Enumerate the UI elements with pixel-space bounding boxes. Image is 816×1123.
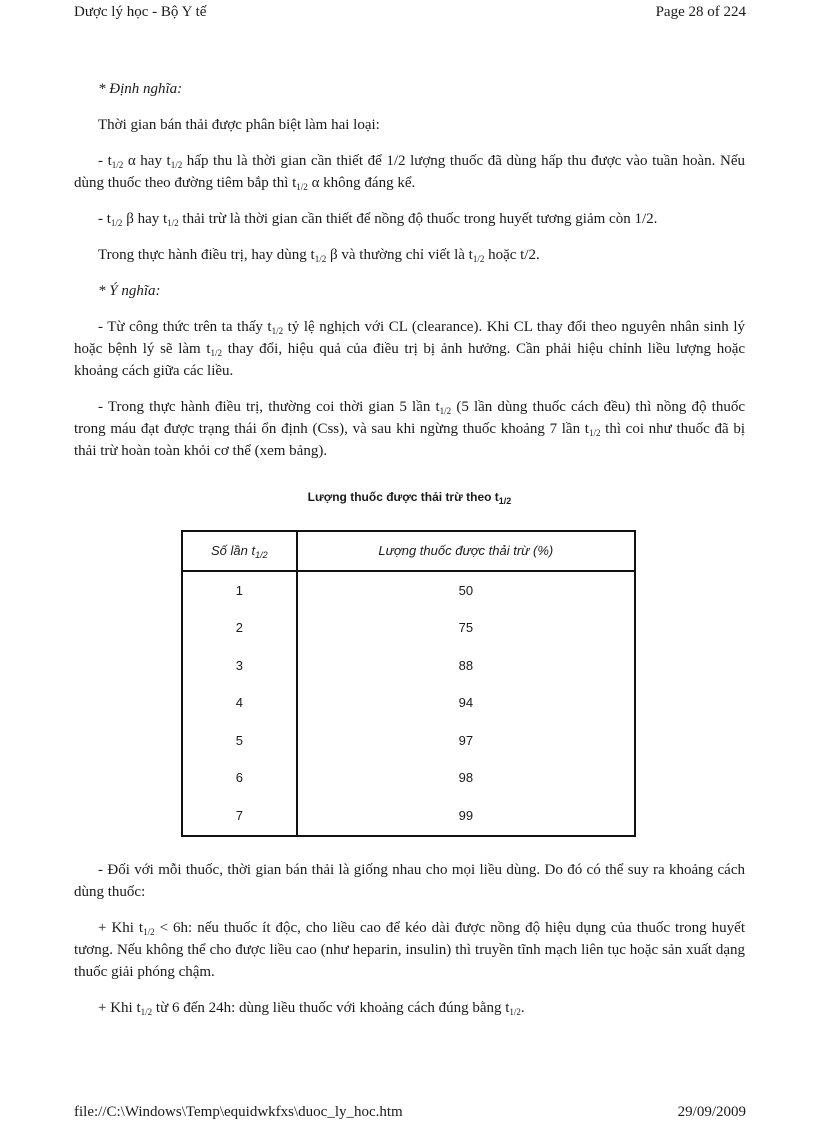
print-date: 29/09/2009 <box>677 1104 746 1120</box>
paragraph-3: - $t_{1/2}$ β hay $t_{1/2}$ thải trừ là thời gian cần thiết để nồng độ thuốc trong huyết tương giảm còn 1/2. <box>98 211 658 228</box>
table-row <box>182 610 635 648</box>
table-row <box>182 685 635 723</box>
cell-count: 6 <box>182 760 297 798</box>
table-row <box>182 760 635 798</box>
cell-percent: 75 <box>297 610 635 648</box>
table-row <box>182 571 635 610</box>
paragraph-9: + Khi $t_{1/2}$ từ 6 đến 24h: dùng liều thuốc với khoảng cách đúng bằng $t_{1/2}$. <box>98 999 525 1017</box>
cell-percent: 50 <box>297 571 635 610</box>
cell-count: 1 <box>182 571 297 610</box>
paragraph-8: + Khi $t_{1/2} < 6h$: nếu thuốc ít độc, cho liều cao để kéo dài được nồng độ hiệu dụng của thuốc trong huyết tương. Nếu không thể cho được liều cao (như heparin, insulin) thì truyền tĩnh mạch liên tục hoặc sản xuất dạng thuốc giải phóng chậm. <box>74 919 745 980</box>
cell-count: 4 <box>182 685 297 723</box>
cell-count: 7 <box>182 797 297 836</box>
cell-percent: 88 <box>297 647 635 685</box>
column-header-amount: Lượng thuốc được thải trừ (%) <box>297 531 635 571</box>
cell-count: 5 <box>182 722 297 760</box>
paragraph-1: Thời gian bán thải được phân biệt làm hai loại: <box>98 117 380 133</box>
header-title: Dược lý học - Bộ Y tế <box>74 4 207 20</box>
cell-percent: 99 <box>297 797 635 836</box>
paragraph-5: - Từ công thức trên ta thấy $t_{1/2}$ tỷ lệ nghịch với CL (clearance). Khi CL thay đổi theo nguyên nhân sinh lý hoặc bệnh lý sẽ làm $t_{1/2}$ thay đổi, hiệu quả của điều trị bị ảnh hưởng. Cần phải hiệu chỉnh liều lượng hoặc khoảng cách giữa các liều. <box>74 319 746 379</box>
paragraph-4: Trong thực hành điều trị, hay dùng $t_{1/2}$ β và thường chỉ viết là $t_{1/2}$ hoặc t/2. <box>98 247 540 264</box>
cell-count: 3 <box>182 647 297 685</box>
table-row <box>182 797 635 836</box>
elimination-table <box>181 530 636 837</box>
document-body <box>74 78 745 1033</box>
file-path: file://C:\Windows\Temp\equidwkfxs\duoc_ly_hoc.htm <box>74 1104 403 1120</box>
page-number: Page 28 of 224 <box>655 4 746 20</box>
table-caption: Lượng thuốc được thải trừ theo $t_{1/2}$ <box>307 490 512 506</box>
table-row <box>182 647 635 685</box>
column-header-count: Số lần $t_{1/2}$ <box>182 531 297 571</box>
paragraph-6: - Trong thực hành điều trị, thường coi thời gian 5 lần $t_{1/2}$ (5 lần dùng thuốc cách đều) thì nồng độ thuốc trong máu đạt được trạng thái ổn định (Css), và sau khi ngừng thuốc khoảng 7 lần $t_{1/2}$ thì coi như thuốc đã bị thải trừ hoàn toàn khỏi cơ thể (xem bảng). <box>74 399 745 459</box>
cell-percent: 98 <box>297 760 635 798</box>
paragraph-7: - Đối với mỗi thuốc, thời gian bán thải là giống nhau cho mọi liều dùng. Do đó có thể suy ra khoảng cách dùng thuốc: <box>74 861 745 900</box>
meaning-heading: * Ý nghĩa: <box>98 283 161 299</box>
table-header-row <box>182 531 635 571</box>
cell-percent: 94 <box>297 685 635 723</box>
cell-count: 2 <box>182 610 297 648</box>
paragraph-2: - $t_{1/2}$ α hay $t_{1/2}$ hấp thu là thời gian cần thiết để 1/2 lượng thuốc đã dùng hấp thu được vào tuần hoàn. Nếu dùng thuốc theo đường tiêm bắp thì $t_{1/2}$ α không đáng kể. <box>74 153 746 192</box>
cell-percent: 97 <box>297 722 635 760</box>
table-row <box>182 722 635 760</box>
definition-heading: * Định nghĩa: <box>98 81 183 97</box>
